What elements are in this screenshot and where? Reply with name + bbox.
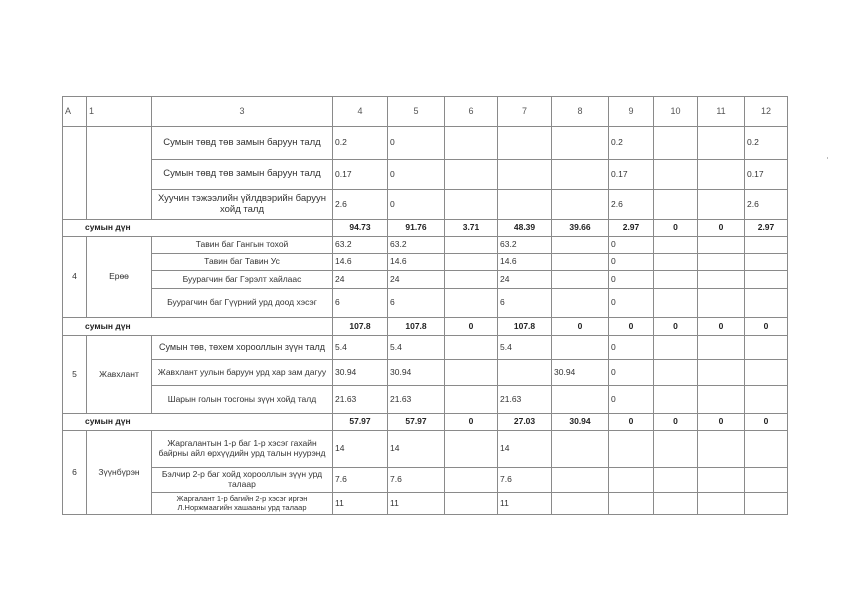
value-cell — [654, 493, 698, 515]
value-cell: 11 — [498, 493, 552, 515]
subtotal-value: 0 — [654, 318, 698, 336]
value-cell — [552, 386, 609, 414]
location-cell: Сумын төв, төхем хорооллын зүүн талд — [152, 336, 333, 360]
subtotal-value: 0 — [698, 318, 745, 336]
value-cell: 0 — [609, 386, 654, 414]
header-row — [63, 97, 788, 127]
value-cell — [745, 431, 788, 468]
subtotal-value: 0 — [745, 414, 788, 431]
value-cell: 5.4 — [498, 336, 552, 360]
value-cell — [698, 190, 745, 220]
value-cell — [654, 386, 698, 414]
value-cell — [552, 160, 609, 190]
location-cell: Сумын төвд төв замын баруун талд — [152, 127, 333, 160]
value-cell — [552, 190, 609, 220]
value-cell: 63.2 — [333, 237, 388, 254]
value-cell — [445, 493, 498, 515]
value-cell — [552, 493, 609, 515]
value-cell — [745, 237, 788, 254]
value-cell: 0.2 — [745, 127, 788, 160]
table-row — [63, 160, 788, 190]
subtotal-value: 57.97 — [333, 414, 388, 431]
value-cell: 0 — [609, 254, 654, 271]
value-cell — [698, 493, 745, 515]
value-cell — [698, 271, 745, 289]
value-cell — [552, 127, 609, 160]
value-cell: 21.63 — [388, 386, 445, 414]
value-cell — [445, 237, 498, 254]
location-cell: Бэлчир 2-р баг хойд хорооллын зүүн урд талаар — [152, 468, 333, 493]
value-cell: 14.6 — [388, 254, 445, 271]
value-cell — [445, 190, 498, 220]
table-row — [63, 360, 788, 386]
location-cell: Жаргалантын 1-р баг 1-р хэсэг гахайн байрны айл өрхүүдийн урд талын нуурэнд — [152, 431, 333, 468]
table-row — [63, 289, 788, 318]
value-cell: 7.6 — [498, 468, 552, 493]
header-cell: 11 — [698, 97, 745, 127]
value-cell — [745, 493, 788, 515]
subtotal-value: 0 — [654, 414, 698, 431]
header-cell: 9 — [609, 97, 654, 127]
location-cell: Шарын голын тосгоны зүүн хойд талд — [152, 386, 333, 414]
header-cell: 10 — [654, 97, 698, 127]
subtotal-value: 39.66 — [552, 220, 609, 237]
value-cell: 21.63 — [333, 386, 388, 414]
id-cell — [63, 127, 87, 220]
value-cell — [552, 336, 609, 360]
header-cell: 8 — [552, 97, 609, 127]
value-cell — [745, 360, 788, 386]
value-cell: 7.6 — [388, 468, 445, 493]
subtotal-value: 107.8 — [388, 318, 445, 336]
value-cell: 0 — [388, 160, 445, 190]
subtotal-value: 2.97 — [745, 220, 788, 237]
value-cell: 0.17 — [609, 160, 654, 190]
subtotal-value: 107.8 — [333, 318, 388, 336]
value-cell: 0.17 — [333, 160, 388, 190]
subtotal-value: 30.94 — [552, 414, 609, 431]
subtotal-value: 0 — [609, 414, 654, 431]
value-cell: 63.2 — [388, 237, 445, 254]
subtotal-value: 91.76 — [388, 220, 445, 237]
subtotal-value: 107.8 — [498, 318, 552, 336]
subtotal-value: 57.97 — [388, 414, 445, 431]
value-cell — [698, 237, 745, 254]
value-cell — [552, 237, 609, 254]
value-cell — [445, 336, 498, 360]
header-cell: A — [63, 97, 87, 127]
value-cell: 0 — [609, 237, 654, 254]
scan-speck — [827, 157, 828, 159]
value-cell: 0 — [388, 190, 445, 220]
subtotal-value: 0 — [698, 414, 745, 431]
subtotal-value: 3.71 — [445, 220, 498, 237]
value-cell — [698, 289, 745, 318]
value-cell — [698, 254, 745, 271]
table-row — [63, 254, 788, 271]
district-cell — [87, 127, 152, 220]
district-cell: Ерөө — [87, 237, 152, 318]
subtotal-value: 48.39 — [498, 220, 552, 237]
subtotal-value: 0 — [445, 414, 498, 431]
value-cell: 14 — [333, 431, 388, 468]
value-cell: 0 — [388, 127, 445, 160]
value-cell: 7.6 — [333, 468, 388, 493]
value-cell: 24 — [498, 271, 552, 289]
value-cell: 5.4 — [333, 336, 388, 360]
value-cell — [609, 468, 654, 493]
value-cell — [698, 336, 745, 360]
id-cell: 5 — [63, 336, 87, 414]
value-cell — [552, 431, 609, 468]
location-cell: Хуучин тэжээлийн үйлдвэрийн баруун хойд талд — [152, 190, 333, 220]
value-cell — [698, 160, 745, 190]
header-cell: 3 — [152, 97, 333, 127]
value-cell: 21.63 — [498, 386, 552, 414]
value-cell — [698, 468, 745, 493]
value-cell — [745, 289, 788, 318]
location-cell: Жавхлант уулын баруун урд хар зам дагуу — [152, 360, 333, 386]
value-cell — [698, 386, 745, 414]
id-cell: 4 — [63, 237, 87, 318]
value-cell: 11 — [333, 493, 388, 515]
value-cell — [552, 468, 609, 493]
header-cell: 6 — [445, 97, 498, 127]
value-cell — [654, 289, 698, 318]
header-cell: 7 — [498, 97, 552, 127]
value-cell: 2.6 — [333, 190, 388, 220]
value-cell — [698, 360, 745, 386]
value-cell — [445, 271, 498, 289]
value-cell — [654, 336, 698, 360]
value-cell — [654, 468, 698, 493]
value-cell: 5.4 — [388, 336, 445, 360]
subtotal-value: 27.03 — [498, 414, 552, 431]
value-cell — [698, 127, 745, 160]
subtotal-value: 0 — [654, 220, 698, 237]
value-cell: 6 — [333, 289, 388, 318]
value-cell: 2.6 — [609, 190, 654, 220]
value-cell: 63.2 — [498, 237, 552, 254]
header-cell: 1 — [87, 97, 152, 127]
value-cell: 0.2 — [609, 127, 654, 160]
value-cell — [609, 493, 654, 515]
table-row — [63, 190, 788, 220]
value-cell — [654, 237, 698, 254]
value-cell — [654, 360, 698, 386]
value-cell — [445, 127, 498, 160]
subtotal-value: 0 — [698, 220, 745, 237]
value-cell — [698, 431, 745, 468]
table-row — [63, 127, 788, 160]
subtotal-row — [63, 318, 788, 336]
value-cell — [445, 160, 498, 190]
table-row — [63, 468, 788, 493]
subtotal-value: 0 — [745, 318, 788, 336]
table-row — [63, 386, 788, 414]
value-cell: 30.94 — [388, 360, 445, 386]
district-cell: Жавхлант — [87, 336, 152, 414]
table-row — [63, 271, 788, 289]
value-cell — [552, 254, 609, 271]
land-area-table — [62, 96, 788, 515]
value-cell: 0.2 — [333, 127, 388, 160]
value-cell — [552, 271, 609, 289]
value-cell: 6 — [388, 289, 445, 318]
value-cell: 2.6 — [745, 190, 788, 220]
subtotal-value: 0 — [552, 318, 609, 336]
location-cell: Жаргалант 1-р багийн 2-р хэсэг иргэн Л.Норжмаагийн хашааны урд талаар — [152, 493, 333, 515]
value-cell: 14 — [388, 431, 445, 468]
value-cell — [445, 360, 498, 386]
id-cell: 6 — [63, 431, 87, 515]
location-cell: Буурагчин баг Гэрэлт хайлаас — [152, 271, 333, 289]
value-cell: 6 — [498, 289, 552, 318]
value-cell: 14.6 — [333, 254, 388, 271]
subtotal-row — [63, 220, 788, 237]
value-cell: 30.94 — [552, 360, 609, 386]
value-cell — [654, 190, 698, 220]
value-cell — [498, 190, 552, 220]
value-cell — [654, 271, 698, 289]
subtotal-label: сумын дүн — [63, 220, 333, 237]
value-cell: 0 — [609, 336, 654, 360]
subtotal-value: 0 — [445, 318, 498, 336]
location-cell: Сумын төвд төв замын баруун талд — [152, 160, 333, 190]
value-cell: 0.17 — [745, 160, 788, 190]
header-cell: 12 — [745, 97, 788, 127]
district-cell: Зүүнбүрэн — [87, 431, 152, 515]
value-cell — [498, 127, 552, 160]
value-cell — [498, 360, 552, 386]
value-cell — [745, 254, 788, 271]
value-cell: 24 — [388, 271, 445, 289]
value-cell: 0 — [609, 360, 654, 386]
table-row — [63, 493, 788, 515]
subtotal-label: сумын дүн — [63, 318, 333, 336]
subtotal-value: 2.97 — [609, 220, 654, 237]
value-cell — [445, 289, 498, 318]
table-row — [63, 336, 788, 360]
subtotal-row — [63, 414, 788, 431]
report-sheet — [62, 96, 787, 515]
value-cell — [745, 336, 788, 360]
value-cell: 11 — [388, 493, 445, 515]
subtotal-label: сумын дүн — [63, 414, 333, 431]
value-cell: 30.94 — [333, 360, 388, 386]
value-cell — [445, 386, 498, 414]
value-cell — [445, 468, 498, 493]
table-row — [63, 237, 788, 254]
location-cell: Буурагчин баг Гүүрний урд доод хэсэг — [152, 289, 333, 318]
value-cell: 24 — [333, 271, 388, 289]
value-cell: 0 — [609, 271, 654, 289]
value-cell: 14.6 — [498, 254, 552, 271]
location-cell: Тавин баг Гангын тохой — [152, 237, 333, 254]
subtotal-value: 0 — [609, 318, 654, 336]
table-row — [63, 431, 788, 468]
value-cell — [445, 431, 498, 468]
location-cell: Тавин баг Тавин Ус — [152, 254, 333, 271]
value-cell: 14 — [498, 431, 552, 468]
value-cell — [745, 271, 788, 289]
value-cell — [654, 254, 698, 271]
value-cell — [445, 254, 498, 271]
value-cell — [654, 431, 698, 468]
value-cell — [552, 289, 609, 318]
header-cell: 5 — [388, 97, 445, 127]
value-cell: 0 — [609, 289, 654, 318]
value-cell — [745, 386, 788, 414]
value-cell — [498, 160, 552, 190]
value-cell — [654, 127, 698, 160]
header-cell: 4 — [333, 97, 388, 127]
subtotal-value: 94.73 — [333, 220, 388, 237]
value-cell — [745, 468, 788, 493]
value-cell — [654, 160, 698, 190]
value-cell — [609, 431, 654, 468]
